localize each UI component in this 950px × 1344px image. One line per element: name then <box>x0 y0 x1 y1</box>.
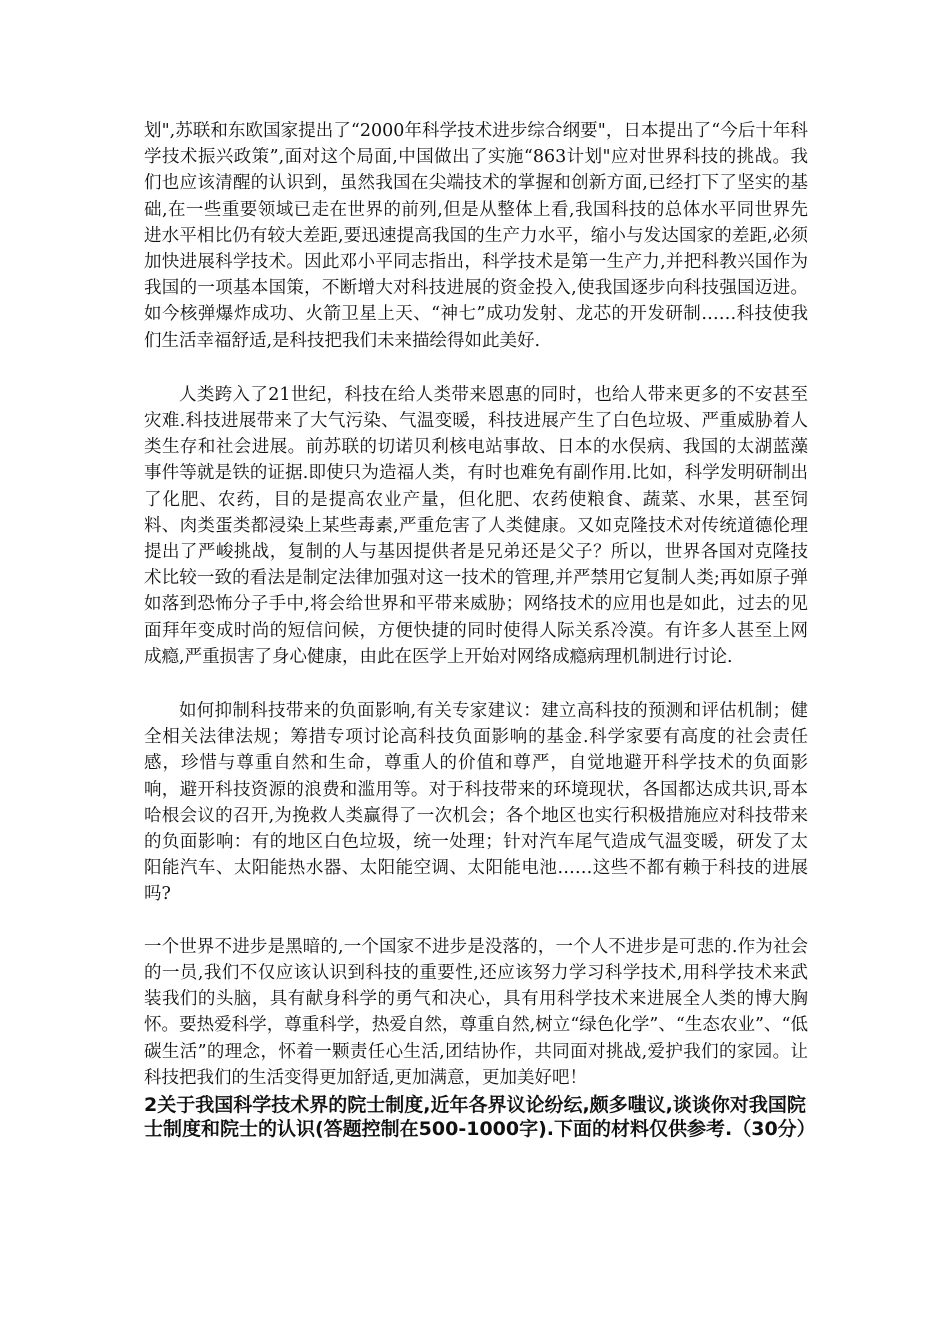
paragraph-gap <box>144 908 808 934</box>
paragraph-gap <box>144 670 808 698</box>
paragraph-1: 划",苏联和东欧国家提出了“2000年科学技术进步综合纲要"，日本提出了“今后十年科学技术振兴政策”,面对这个局面,中国做出了实施“863计划"应对世界科技的挑战。我们也应该清醒的认识到，虽然我国在尖端技术的掌握和创新方面,已经打下了坚实的基础,在一些重要领域已走在世界的前列,但是从整体上看,我国科技的总体水平同世界先进水平相比仍有较大差距,要迅速提高我国的生产力水平，缩小与发达国家的差距,必须加快进展科学技术。因此邓小平同志指出，科学技术是第一生产力,并把科教兴国作为我国的一项基本国策，不断增大对科技进展的资金投入,使我国逐步向科技强国迈进。如今核弹爆炸成功、火箭卫星上天、“神七”成功发射、龙芯的开发研制……科技使我们生活幸福舒适,是科技把我们未来描绘得如此美好. <box>144 121 808 351</box>
paragraph-3: 如何抑制科技带来的负面影响,有关专家建议：建立高科技的预测和评估机制；健全相关法律法规；筹措专项讨论高科技负面影响的基金.科学家要有高度的社会责任感，珍惜与尊重自然和生命，尊重人的价值和尊严，自觉地避开科学技术的负面影响，避开科技资源的浪费和滥用等。对于科技带来的环境现状，各国都达成共识,哥本哈根会议的召开,为挽救人类赢得了一次机会；各个地区也实行积极措施应对科技带来的负面影响：有的地区白色垃圾，统一处理；针对汽车尾气造成气温变暖，研发了太阳能汽车、太阳能热水器、太阳能空调、太阳能电池……这些不都有赖于科技的进展吗? <box>144 701 808 905</box>
paragraph-4: 一个世界不进步是黑暗的,一个国家不进步是没落的，一个人不进步是可悲的.作为社会的一员,我们不仅应该认识到科技的重要性,还应该努力学习科学技术,用科学技术来武装我们的头脑，具有献身科学的勇气和决心，具有用科学技术来进展全人类的博大胸怀。要热爱科学，尊重科学，热爱自然，尊重自然,树立“绿色化学”、“生态农业”、“低碳生活”的理念，怀着一颗责任心生活,团结协作，共同面对挑战,爱护我们的家园。让科技把我们的生活变得更加舒适,更加满意，更加美好吧！ <box>144 936 808 1088</box>
question-heading: 2关于我国科学技术界的院士制度,近年各界议论纷纭,颇多嗤议,谈谈你对我国院士制度和院士的认识(答题控制在500-1000字).下面的材料仅供参考.（30分） <box>144 1093 816 1140</box>
paragraph-gap <box>144 354 808 382</box>
paragraph-2: 人类跨入了21世纪，科技在给人类带来恩惠的同时，也给人带来更多的不安甚至灾难.科技进展带来了大气污染、气温变暖，科技进展产生了白色垃圾、严重威胁着人类生存和社会进展。前苏联的切诺贝利核电站事故、日本的水俣病、我国的太湖蓝藻事件等就是铁的证据.即使只为造福人类，有时也难免有副作用.比如，科学发明研制出了化肥、农药，目的是提高农业产量，但化肥、农药使粮食、蔬菜、水果，甚至饲料、肉类蛋类都浸染上某些毒素,严重危害了人类健康。又如克隆技术对传统道德伦理提出了严峻挑战，复制的人与基因提供者是兄弟还是父子？所以，世界各国对克隆技术比较一致的看法是制定法律加强对这一技术的管理,并严禁用它复制人类;再如原子弹如落到恐怖分子手中,将会给世界和平带来威胁；网络技术的应用也是如此，过去的见面拜年变成时尚的短信问候，方便快捷的同时使得人际关系冷漠。有许多人甚至上网成瘾,严重损害了身心健康，由此在医学上开始对网络成瘾病理机制进行讨论. <box>144 384 808 667</box>
document-page <box>144 118 816 1141</box>
